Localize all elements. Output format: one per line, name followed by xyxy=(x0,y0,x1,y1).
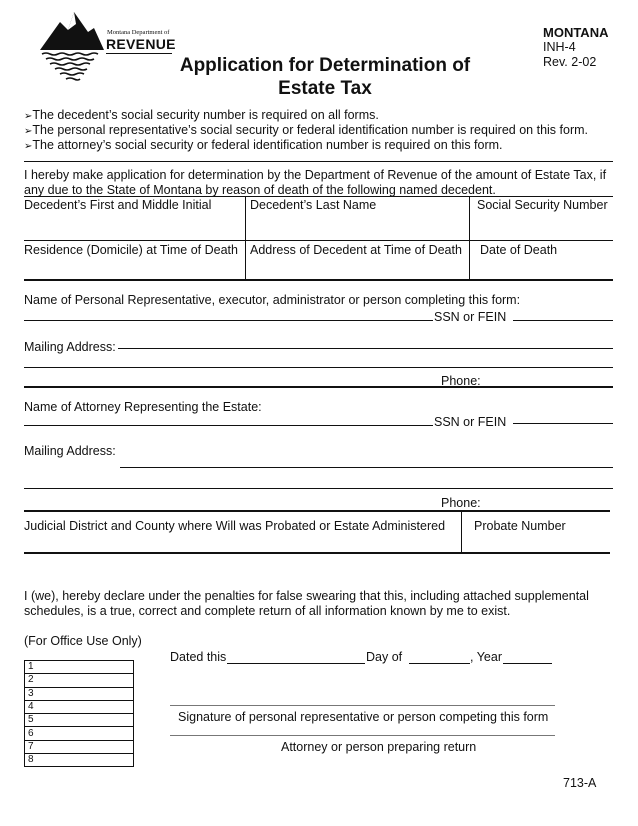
table-row xyxy=(25,661,134,674)
note-2: ➢The personal representative’s social security or federal identification number is required on this form. xyxy=(24,123,588,137)
residence-field[interactable]: Residence (Domicile) at Time of Death xyxy=(24,243,238,257)
office-row-cell[interactable]: 2 xyxy=(25,674,134,687)
attorney-ssn-input[interactable] xyxy=(513,423,613,424)
office-row-cell[interactable]: 8 xyxy=(25,754,134,767)
office-row-cell[interactable]: 3 xyxy=(25,687,134,700)
attorney-mailing-input[interactable] xyxy=(120,467,613,468)
section-divider xyxy=(24,386,613,388)
representative-ssn-label: SSN or FEIN xyxy=(434,310,507,324)
page-title xyxy=(130,54,520,100)
note-3: ➢The attorney’s social security or federal identification number is required on this form. xyxy=(24,138,503,152)
declaration-line-1: I hereby make application for determination by the Department of Revenue of the amount of Estate Tax, if xyxy=(24,168,607,182)
section-divider xyxy=(24,510,610,512)
representative-name-input[interactable] xyxy=(24,320,433,321)
representative-mailing-input-2[interactable] xyxy=(24,367,613,368)
table-row xyxy=(25,727,134,740)
arrow-bullet-icon: ➢ xyxy=(24,126,33,137)
table-row xyxy=(25,674,134,687)
section-divider xyxy=(24,279,613,281)
dated-this-label: Dated this xyxy=(170,650,227,664)
revision-label: Rev. 2-02 xyxy=(543,55,597,69)
grid-divider xyxy=(24,240,613,241)
dated-year-input[interactable] xyxy=(503,663,552,664)
dated-day-input[interactable] xyxy=(227,663,365,664)
table-row xyxy=(25,740,134,753)
office-use-label: (For Office Use Only) xyxy=(24,634,142,648)
decedent-ssn-field[interactable]: Social Security Number xyxy=(477,198,608,212)
logo-department-text: Montana Department of xyxy=(107,29,170,36)
form-code: 713-A xyxy=(563,776,597,790)
table-row xyxy=(25,754,134,767)
note-1: ➢The decedent’s social security number is required on all forms. xyxy=(24,108,379,122)
attorney-signature-line[interactable] xyxy=(170,735,555,736)
state-label: MONTANA xyxy=(543,25,609,40)
year-label: , Year xyxy=(470,650,502,664)
attorney-mailing-input-2[interactable] xyxy=(24,488,613,489)
arrow-bullet-icon: ➢ xyxy=(24,141,33,152)
grid-divider xyxy=(461,510,462,553)
table-row xyxy=(25,714,134,727)
divider xyxy=(24,196,613,197)
table-row xyxy=(25,687,134,700)
attorney-mailing-label: Mailing Address: xyxy=(24,444,116,458)
title-line-2: Estate Tax xyxy=(278,78,372,99)
title-line-1: Application for Determination of xyxy=(179,55,471,76)
logo-revenue-text: REVENUE xyxy=(106,36,176,52)
decedent-first-middle-field[interactable]: Decedent’s First and Middle Initial xyxy=(24,198,212,212)
decedent-address-field[interactable]: Address of Decedent at Time of Death xyxy=(250,243,462,257)
office-row-cell[interactable]: 5 xyxy=(25,714,134,727)
divider xyxy=(24,161,613,162)
dated-month-input[interactable] xyxy=(409,663,470,664)
day-of-label: Day of xyxy=(366,650,403,664)
grid-divider xyxy=(245,196,246,280)
declaration-line-2: any due to the State of Montana by reason of death of the following named decedent. xyxy=(24,183,496,197)
representative-mailing-label: Mailing Address: xyxy=(24,340,116,354)
attorney-phone-label: Phone: xyxy=(441,496,481,510)
oath-line-1: I (we), hereby declare under the penalties for false swearing that this, including attached supplemental xyxy=(24,589,589,603)
office-row-cell[interactable]: 4 xyxy=(25,700,134,713)
table-row xyxy=(25,700,134,713)
representative-ssn-input[interactable] xyxy=(513,320,613,321)
attorney-ssn-label: SSN or FEIN xyxy=(434,415,507,429)
representative-mailing-input[interactable] xyxy=(118,348,613,349)
form-id: INH-4 xyxy=(543,40,576,54)
arrow-bullet-icon: ➢ xyxy=(24,111,33,122)
representative-signature-label: Signature of personal representative or person competing this form xyxy=(178,710,549,724)
attorney-name-input[interactable] xyxy=(24,425,433,426)
mountain-logo-icon xyxy=(38,10,104,82)
office-use-table xyxy=(24,660,134,767)
office-row-cell[interactable]: 6 xyxy=(25,727,134,740)
representative-name-label: Name of Personal Representative, executor, administrator or person completing this form: xyxy=(24,293,521,307)
decedent-last-name-field[interactable]: Decedent’s Last Name xyxy=(250,198,377,212)
attorney-signature-label: Attorney or person preparing return xyxy=(281,740,477,754)
office-row-cell[interactable]: 1 xyxy=(25,661,134,674)
date-of-death-field[interactable]: Date of Death xyxy=(480,243,558,257)
oath-line-2: schedules, is a true, correct and complete return of all information known by me to exist. xyxy=(24,604,511,618)
probate-number-field[interactable]: Probate Number xyxy=(474,519,566,533)
attorney-name-label: Name of Attorney Representing the Estate: xyxy=(24,400,262,414)
representative-phone-label: Phone: xyxy=(441,374,481,388)
representative-signature-line[interactable] xyxy=(170,705,555,706)
grid-divider xyxy=(469,196,470,280)
office-row-cell[interactable]: 7 xyxy=(25,740,134,753)
section-divider xyxy=(24,552,610,554)
probate-district-field[interactable]: Judicial District and County where Will was Probated or Estate Administered xyxy=(24,519,446,533)
